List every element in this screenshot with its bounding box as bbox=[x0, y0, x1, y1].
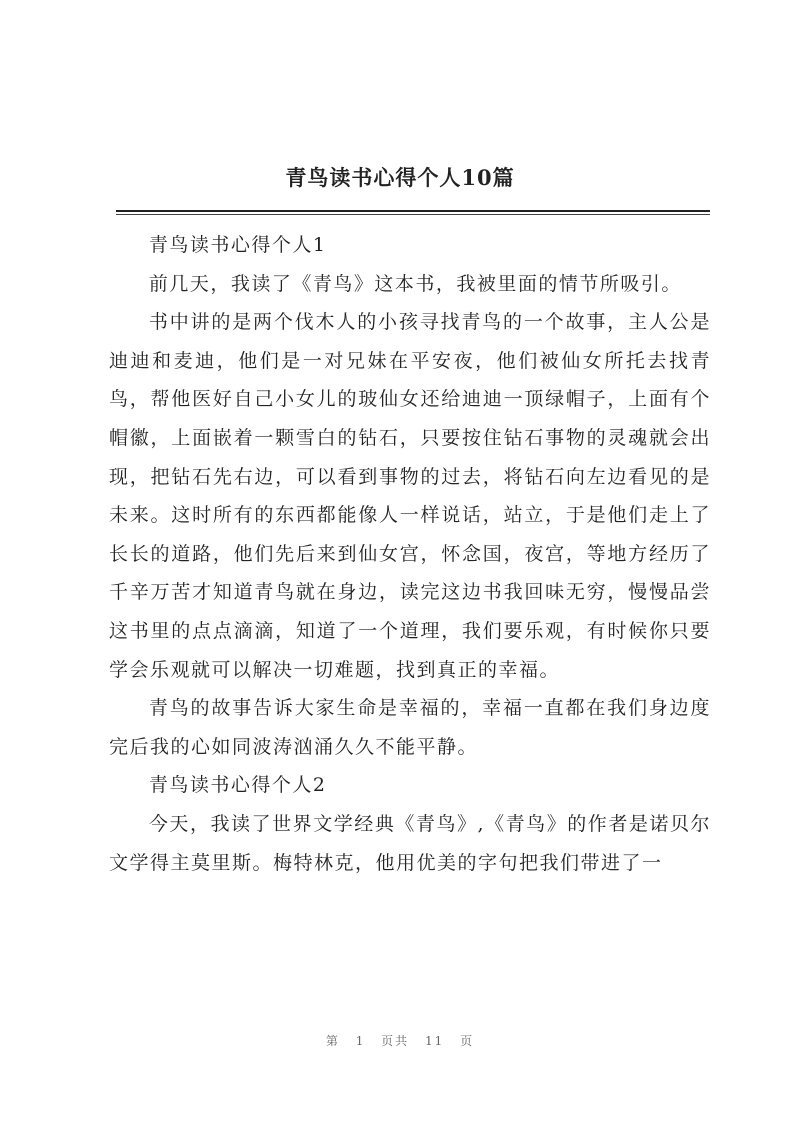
title-underline-thin bbox=[116, 214, 710, 215]
page-number-footer: 第 1 页共 11 页 bbox=[325, 1034, 475, 1048]
document-title: 青鸟读书心得个人10篇 bbox=[285, 165, 515, 190]
title-underline bbox=[116, 210, 710, 212]
section-heading-1: 青鸟读书心得个人1 bbox=[148, 234, 327, 256]
section-heading-2: 青鸟读书心得个人2 bbox=[148, 774, 327, 797]
paragraph-3: 青鸟的故事告诉大家生命是幸福的，幸福一直都在我们身边度完后我的心如同波涛汹涌久久不能平静。 bbox=[109, 697, 711, 758]
paragraph-1: 前几天，我读了《青鸟》这本书，我被里面的情节所吸引。 bbox=[148, 272, 682, 295]
paragraph-4: 今天，我读了世界文学经典《青鸟》,《青鸟》的作者是诺贝尔文学得主莫里斯。梅特林克，他用优美的字句把我们带进了一 bbox=[109, 812, 711, 874]
paragraph-2: 书中讲的是两个伐木人的小孩寻找青鸟的一个故事，主人公是迪迪和麦迪，他们是一对兄妹在平安夜，他们被仙女所托去找青鸟，帮他医好自己小女儿的玻仙女还给迪迪一顶绿帽子，上面有个帽徽，上面嵌着一颗雪白的钻石，只要按住钻石事物的灵魂就会出现，把钻石先右边，可以看到事物的过去，将钻石向左边看见的是未来。这时所有的东西都能像人一样说话，站立，于是他们走上了长长的道路，他们先后来到仙女宫，怀念国，夜宫，等地方经历了千辛万苦才知道青鸟就在身边，读完这边书我回味无穷，慢慢品尝这书里的点点滴滴，知道了一个道理，我们要乐观，有时候你只要学会乐观就可以解决一切难题，找到真正的幸福。 bbox=[109, 311, 711, 681]
document-body bbox=[109, 226, 711, 882]
